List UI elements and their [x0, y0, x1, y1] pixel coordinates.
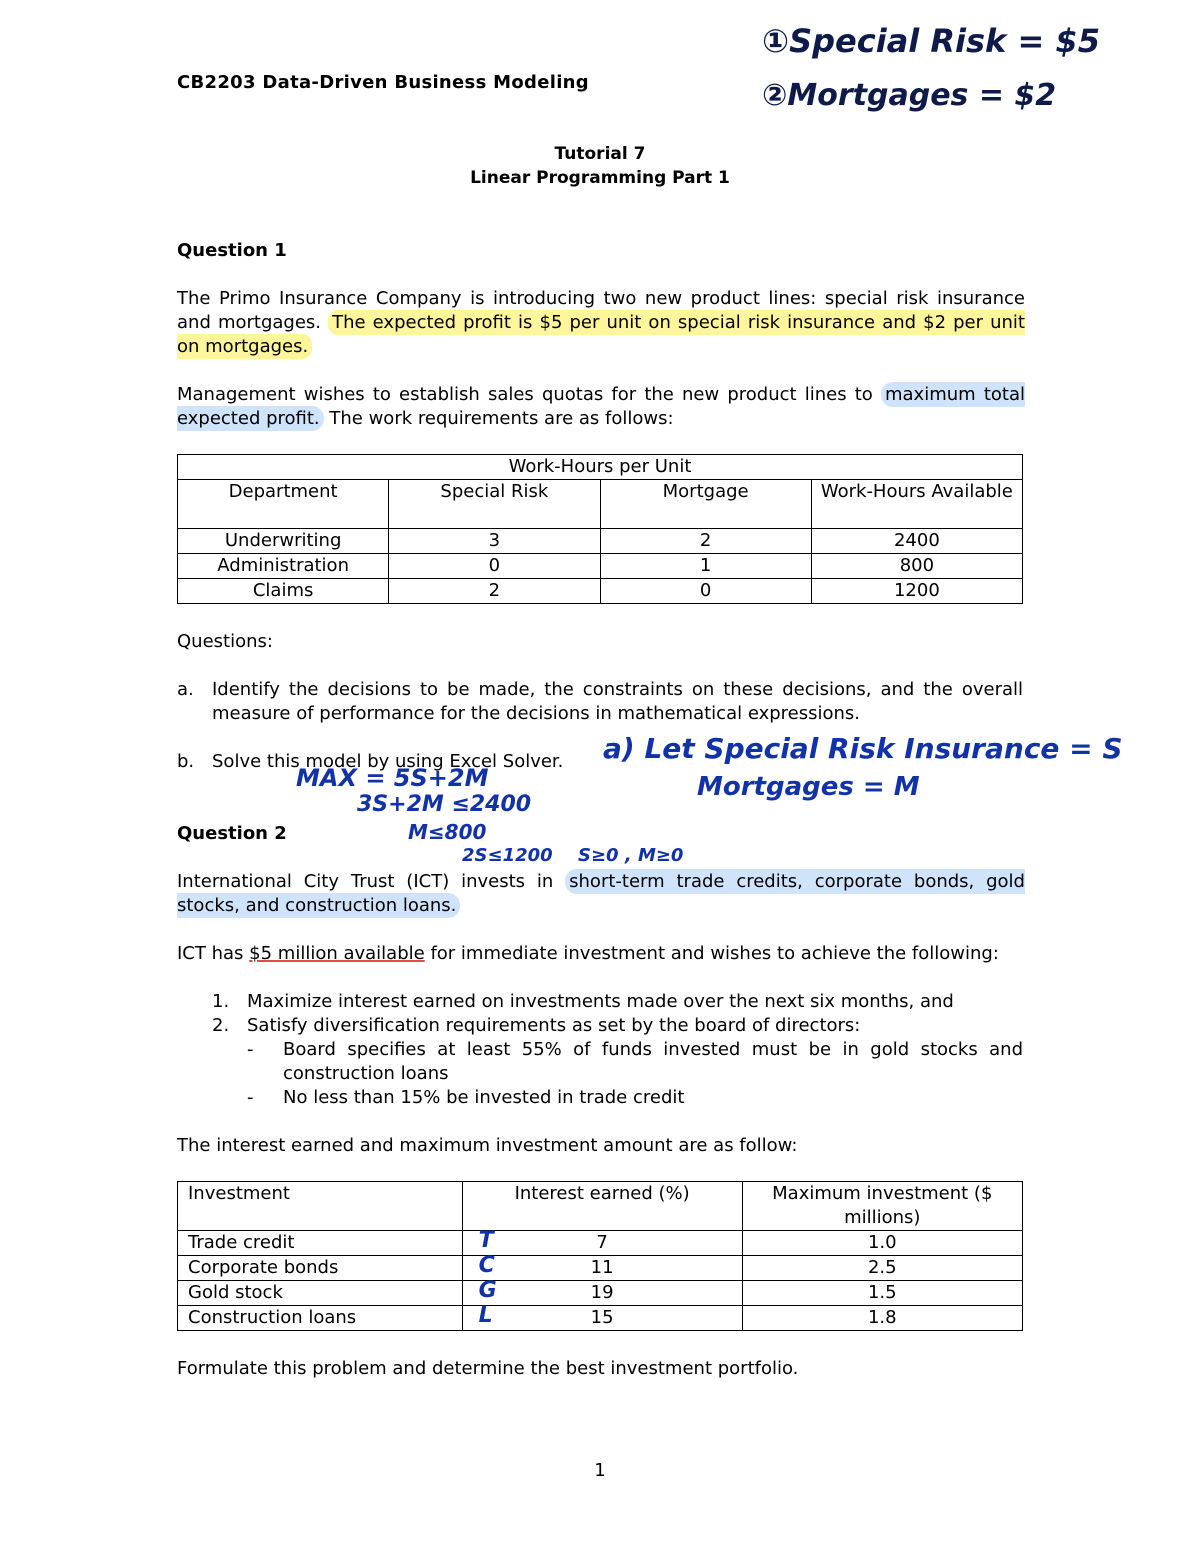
cell: 1: [600, 554, 811, 579]
table-corner: [178, 455, 389, 480]
sublist-item-1: Board specifies at least 55% of funds invested must be in gold stocks and construction loans: [283, 1039, 1023, 1084]
table-row: [178, 579, 1023, 604]
questions-label: Questions:: [177, 631, 273, 652]
cell: T 7: [462, 1231, 742, 1256]
cell: 2400: [811, 529, 1022, 554]
question-2-task: Formulate this problem and determine the best investment portfolio.: [177, 1358, 799, 1379]
cell: 0: [600, 579, 811, 604]
cell: 1.8: [742, 1306, 1022, 1331]
goal-list-item-2: Satisfy diversification requirements as set by the board of directors:: [247, 1015, 861, 1036]
cell: C 11: [462, 1256, 742, 1281]
handwritten-constraint-2: M≤800: [408, 820, 487, 844]
handwritten-constraint-1: 3S+2M ≤2400: [357, 792, 532, 817]
handwritten-note-special-risk: ①Special Risk = $5: [762, 22, 1100, 60]
question-1-goal: [177, 383, 1025, 431]
table-row: [178, 1256, 1023, 1281]
table-header: Investment: [178, 1182, 463, 1231]
table-row: [178, 1231, 1023, 1256]
goal-list-marker-1: 1.: [212, 991, 230, 1012]
goal-text-end: The work requirements are as follows:: [329, 408, 674, 429]
question-b-text: Solve this model by using Excel Solver.: [212, 751, 564, 772]
table-header: Department: [178, 480, 389, 529]
cell: Corporate bonds: [178, 1256, 463, 1281]
intro-text: International City Trust (ICT) invests in: [177, 871, 554, 892]
cell: Claims: [178, 579, 389, 604]
cell: G 19: [462, 1281, 742, 1306]
cell: Construction loans: [178, 1306, 463, 1331]
cell: Administration: [178, 554, 389, 579]
sublist-item-2: No less than 15% be invested in trade credit: [283, 1087, 685, 1108]
investment-table: [177, 1181, 1023, 1331]
cell: 0: [389, 554, 600, 579]
work-hours-table: [177, 454, 1023, 604]
investment-intro: The interest earned and maximum investment amount are as follow:: [177, 1135, 798, 1156]
goal-text: Management wishes to establish sales quotas for the new product lines to: [177, 384, 873, 405]
cell: 2: [600, 529, 811, 554]
sublist-marker-1: -: [247, 1039, 254, 1060]
handwritten-let-definition: a) Let Special Risk Insurance = S: [603, 732, 1123, 765]
highlight-investments: short-term trade credits, corporate bonds, gold stocks, and construction loans.: [177, 871, 1025, 916]
cell: 1200: [811, 579, 1022, 604]
handwritten-constraint-3: 2S≤1200: [462, 845, 553, 866]
question-b-marker: b.: [177, 751, 195, 772]
table-header: Special Risk: [389, 480, 600, 529]
table-corner: [811, 455, 1022, 480]
table-row: [178, 1306, 1023, 1331]
table-row: [178, 554, 1023, 579]
handwritten-mark: L: [478, 1303, 493, 1328]
highlight-profit: The expected profit is $5 per unit on special risk insurance and $2 per unit on mortgages.: [177, 312, 1025, 357]
table-row: [178, 529, 1023, 554]
tutorial-title: Tutorial 7: [554, 144, 646, 164]
sublist-marker-2: -: [247, 1087, 254, 1108]
table-header: Work-Hours Available: [811, 480, 1022, 529]
cell: 800: [811, 554, 1022, 579]
underlined-budget: $5 million available: [249, 943, 425, 964]
handwritten-mark: T: [478, 1228, 494, 1253]
handwritten-nonnegativity: S≥0 , M≥0: [578, 845, 684, 866]
question-1-heading: Question 1: [177, 240, 287, 261]
goal-list-item-1: Maximize interest earned on investments made over the next six months, and: [247, 991, 954, 1012]
handwritten-mark: G: [478, 1278, 497, 1303]
cell: 1.5: [742, 1281, 1022, 1306]
cell: 3: [389, 529, 600, 554]
cell: 1.0: [742, 1231, 1022, 1256]
table-caption: Work-Hours per Unit: [389, 455, 812, 480]
course-title: CB2203 Data-Driven Business Modeling: [177, 72, 589, 93]
question-2-heading: Question 2: [177, 823, 287, 844]
cell: L 15: [462, 1306, 742, 1331]
intro-text: The Primo Insurance Company is introducing two new product lines: special risk insurance and mortgages.: [177, 288, 1025, 333]
cell: 2.5: [742, 1256, 1022, 1281]
handwritten-note-mortgages: ②Mortgages = $2: [762, 78, 1057, 113]
goal-list-marker-2: 2.: [212, 1015, 230, 1036]
question-2-intro: [177, 870, 1025, 918]
question-a-text: Identify the decisions to be made, the constraints on these decisions, and the overall measure of performance for the decisions in mathematical expressions.: [212, 679, 1023, 724]
cell: Trade credit: [178, 1231, 463, 1256]
table-row: [178, 1281, 1023, 1306]
handwritten-mark: C: [478, 1253, 495, 1278]
table-header: Mortgage: [600, 480, 811, 529]
question-a-marker: a.: [177, 679, 194, 700]
question-1-intro: [177, 287, 1025, 359]
budget-text: ICT has: [177, 943, 244, 964]
handwritten-objective: MAX = 5S+2M: [296, 764, 489, 792]
table-header: Interest earned (%): [462, 1182, 742, 1231]
cell: 2: [389, 579, 600, 604]
table-header: Maximum investment ($ millions): [742, 1182, 1022, 1231]
cell: Underwriting: [178, 529, 389, 554]
cell: Gold stock: [178, 1281, 463, 1306]
question-2-budget: [177, 942, 1025, 966]
tutorial-subtitle: Linear Programming Part 1: [470, 168, 730, 188]
budget-text-end: for immediate investment and wishes to achieve the following:: [430, 943, 999, 964]
page-number: 1: [594, 1460, 606, 1481]
highlight-objective: maximum total expected profit.: [177, 384, 1025, 429]
handwritten-mortgages-variable: Mortgages = M: [697, 772, 920, 802]
